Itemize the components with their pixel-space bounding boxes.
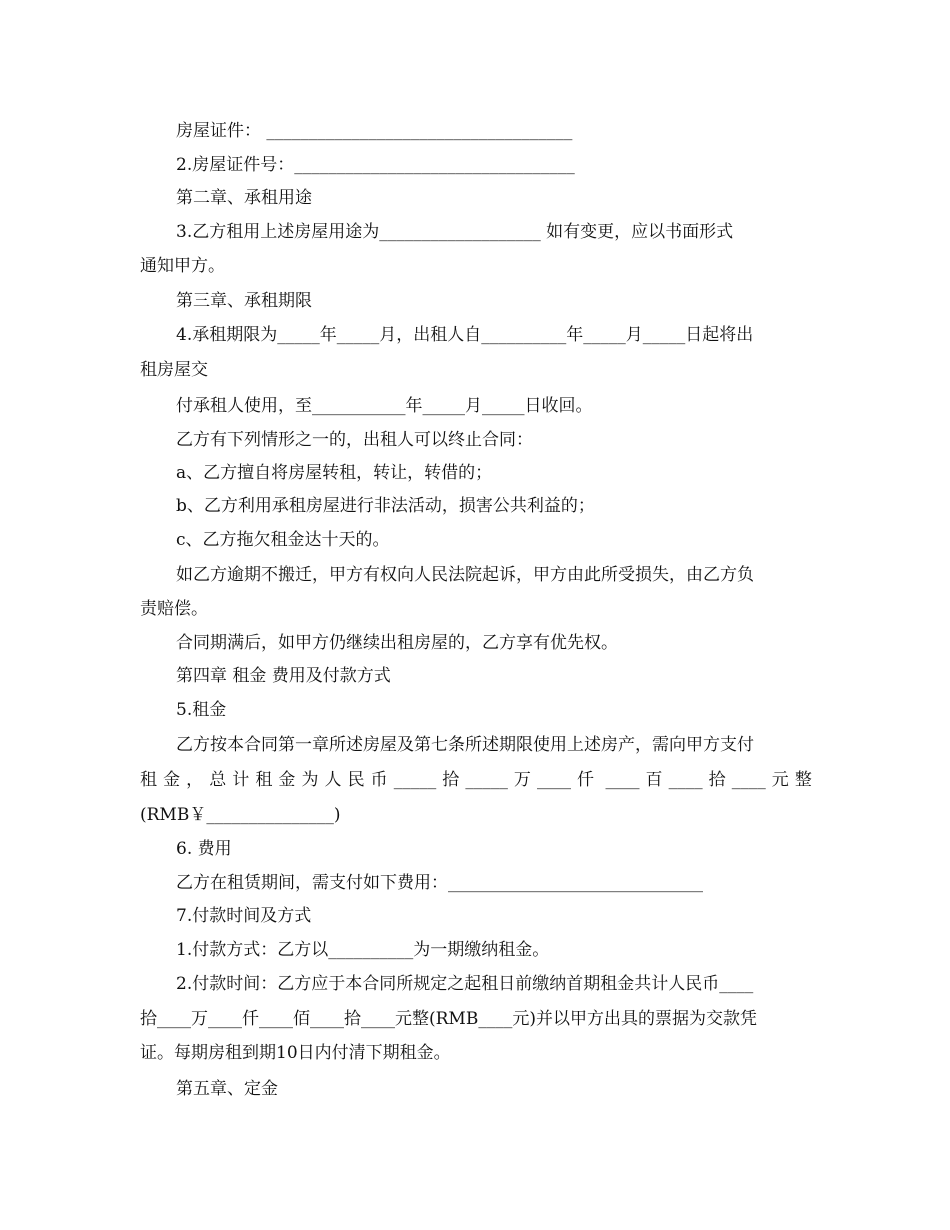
rent-total-part: 租 [140, 770, 157, 790]
line-termination-c: c、乙方拖欠租金达十天的。 [176, 530, 390, 550]
rent-total-blank: ____ [536, 770, 571, 790]
line-termination-a: a、乙方擅自将房屋转租，转让，转借的； [176, 463, 493, 483]
rent-total-blank: ____ [668, 770, 703, 790]
rent-total-part: 金 [163, 770, 181, 790]
rent-total-blank: ____ [731, 770, 766, 790]
line-termination-b: b、乙方利用承租房屋进行非法活动，损害公共利益的； [176, 496, 595, 516]
rent-total-part: 租 [255, 770, 273, 790]
line-overdue-continued: 责赔偿。 [140, 599, 208, 619]
rent-total-part: 百 [645, 770, 663, 790]
line-lease-return: 付承租人使用，至___________年_____月_____日收回。 [176, 396, 593, 416]
rent-total-part: 元 [771, 770, 789, 790]
rent-total-blank: _____ [465, 770, 508, 790]
rent-total-part: 万 [513, 770, 531, 790]
line-lease-term-continued: 租房屋交 [140, 360, 208, 380]
line-payment-time: 2.付款时间：乙方应于本合同所规定之起租日前缴纳首期租金共计人民币____ [176, 974, 754, 994]
rent-total-part: 仟 [577, 770, 594, 790]
heading-fees: 6. 费用 [176, 839, 232, 859]
heading-rent: 5.租金 [176, 700, 227, 720]
rent-total-blank: _____ [393, 770, 437, 790]
rent-total-part: 计 [232, 770, 250, 790]
line-rent-description: 乙方按本合同第一章所述房屋及第七条所述期限使用上述房产，需向甲方支付 [176, 735, 754, 755]
line-usage-continued: 通知甲方。 [140, 256, 225, 276]
rent-total-part: 金 [278, 770, 296, 790]
rent-total-part: ， [186, 770, 204, 790]
rent-total-blank: ____ [600, 770, 640, 790]
line-payment-time-continued: 拾____万____仟____佰____拾____元整(RMB____元)并以甲方出具的票据为交款凭 [140, 1009, 757, 1029]
heading-payment: 7.付款时间及方式 [176, 906, 312, 926]
rent-total-part: 币 [370, 770, 388, 790]
line-termination-intro: 乙方有下列情形之一的，出租人可以终止合同： [176, 430, 533, 450]
rent-total-part: 整 [794, 770, 812, 790]
line-renewal-priority: 合同期满后，如甲方仍继续出租房屋的，乙方享有优先权。 [176, 633, 618, 653]
line-payment-deadline: 证。每期房租到期10日内付清下期租金。 [140, 1043, 451, 1063]
rent-total-part: 民 [347, 770, 365, 790]
heading-chapter-3: 第三章、承租期限 [176, 291, 312, 311]
rent-total-part: 拾 [442, 770, 460, 790]
rent-total-part: 为 [301, 770, 319, 790]
line-usage-purpose: 3.乙方租用上述房屋用途为___________________ 如有变更，应以书面形式 [176, 222, 734, 242]
heading-chapter-4: 第四章 租金 费用及付款方式 [176, 666, 391, 686]
line-overdue-eviction: 如乙方逾期不搬迁，甲方有权向人民法院起诉，甲方由此所受损失，由乙方负 [176, 565, 754, 585]
line-rent-total [140, 768, 812, 792]
rent-total-part: 总 [209, 770, 227, 790]
line-lease-term: 4.承租期限为_____年_____月，出租人自__________年_____月_____日起将出 [176, 325, 754, 345]
heading-chapter-5: 第五章、定金 [176, 1079, 278, 1099]
line-property-certificate: 房屋证件： ____________________________________ [176, 121, 573, 141]
line-certificate-number: 2.房屋证件号：_________________________________ [176, 155, 575, 175]
line-payment-method: 1.付款方式：乙方以__________为一期缴纳租金。 [176, 940, 550, 960]
line-fees-during-lease: 乙方在租赁期间，需支付如下费用：______________________________ [176, 873, 703, 893]
rent-total-part: 人 [324, 770, 342, 790]
line-rent-rmb: (RMB￥_______________) [140, 805, 341, 825]
rent-total-part: 拾 [708, 770, 726, 790]
heading-chapter-2: 第二章、承租用途 [176, 188, 312, 208]
